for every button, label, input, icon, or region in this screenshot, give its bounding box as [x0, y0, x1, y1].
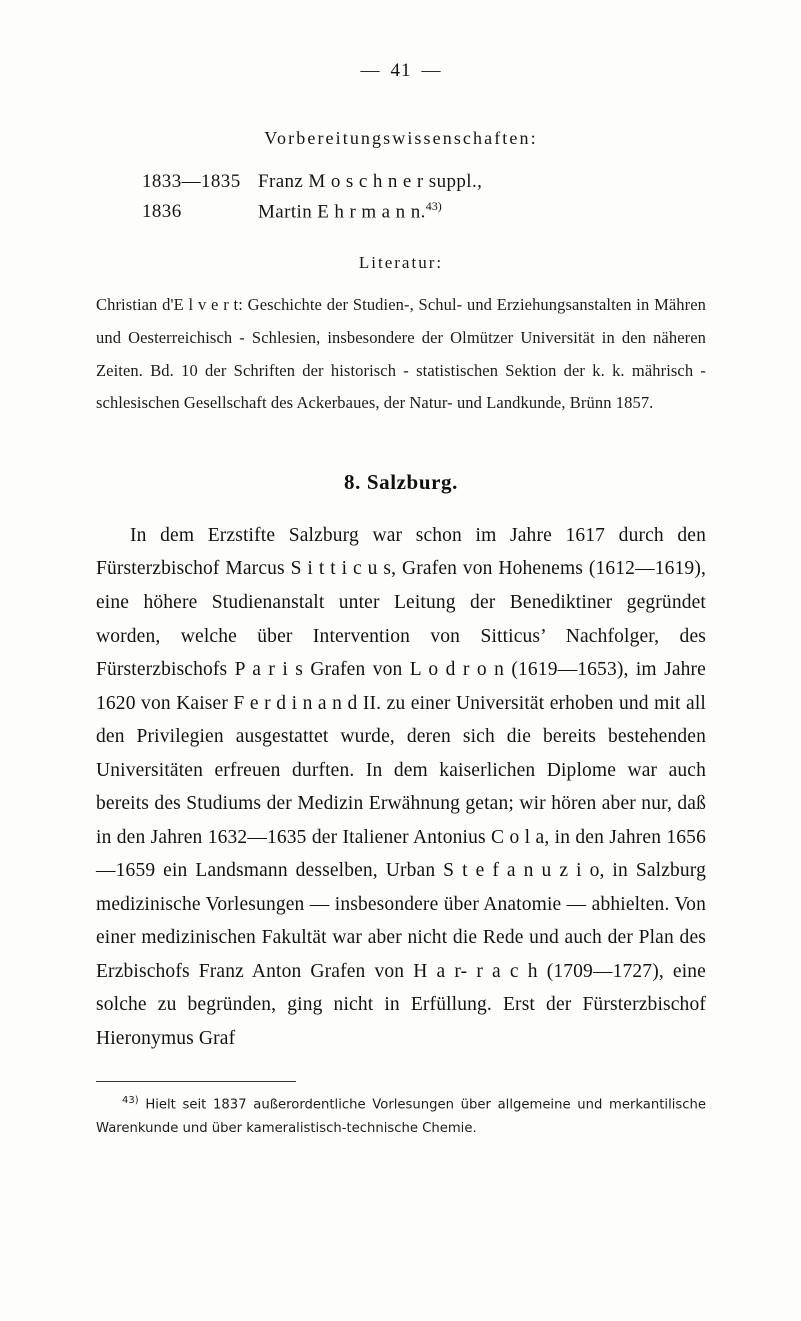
list-item: [96, 171, 706, 193]
footnote-marker: 43): [122, 1095, 139, 1107]
entry-years: 1836: [142, 201, 182, 223]
page-content: [96, 60, 706, 1140]
footnote-text: Hielt seit 1837 außerordentliche Vorlesungen über allgemeine und merkantilische Warenkunde und über kameralistisch-technische Chemie.: [96, 1097, 706, 1136]
literature-body: Christian d'E l v e r t: Geschichte der Studien-, Schul- und Erziehungsanstalten in Mähren und Oesterreichisch - Schlesien, insbesondere der Olmützer Universität in den näheren Zeiten. Bd. 10 der Schriften der historisch - statistischen Sektion der k. k. mährisch - schlesischen Gesellschaft des Ackerbaues, der Natur- und Landkunde, Brünn 1857.: [96, 295, 706, 413]
footnote-divider: [96, 1081, 296, 1082]
entry-list: [96, 171, 706, 223]
chapter-heading: 8. Salzburg.: [344, 469, 458, 494]
page-number: [96, 60, 706, 82]
list-item: [96, 199, 706, 223]
entry-footnote-ref: 43): [425, 199, 442, 213]
entry-text: Franz M o s c h n e r suppl.,: [258, 171, 483, 192]
chapter-body: In dem Erzstifte Salzburg war schon im Jahre 1617 durch den Fürsterzbischof Marcus S i t t i c u s, Grafen von Hohenems (1612—1619), eine höhere Studienanstalt unter Leitung der Benediktiner gegründet worden, welche über Intervention von Sitticus’ Nachfolger, des Fürsterzbischofs P a r i s Grafen von L o d r o n (1619—1653), im Jahre 1620 von Kaiser F e r d i n a n d II. zu einer Universität erhoben und mit all den Privilegien ausgestattet wurde, deren sich die bereits bestehenden Universitäten erfreuen durften. In dem kaiserlichen Diplome war auch bereits des Studiums der Medizin Erwähnung getan; wir hören aber nur, daß in den Jahren 1632—1635 der Italiener Antonius C o l a, in den Jahren 1656—1659 ein Landsmann desselben, Urban S t e f a n u z i o, in Salzburg medizinische Vorlesungen — insbesondere über Anatomie — abhielten. Von einer medizinischen Fakultät war aber nicht die Rede und auch der Plan des Erzbischofs Franz Anton Grafen von H a r- r a c h (1709—1727), eine solche zu begründen, ging nicht in Erfüllung. Erst der Fürsterzbischof Hieronymus Graf: [96, 524, 706, 1049]
page-number-dash-right: —: [421, 60, 442, 81]
footnote: [96, 1092, 706, 1140]
entry-years: 1833—1835: [142, 171, 241, 192]
literature-heading: Literatur:: [358, 253, 444, 273]
page-number-value: 41: [390, 60, 412, 81]
entry-text: Martin E h r m a n n.: [258, 201, 426, 223]
section-heading: Vorbereitungswissenschaften:: [264, 128, 538, 148]
page-number-dash-left: —: [360, 60, 381, 81]
